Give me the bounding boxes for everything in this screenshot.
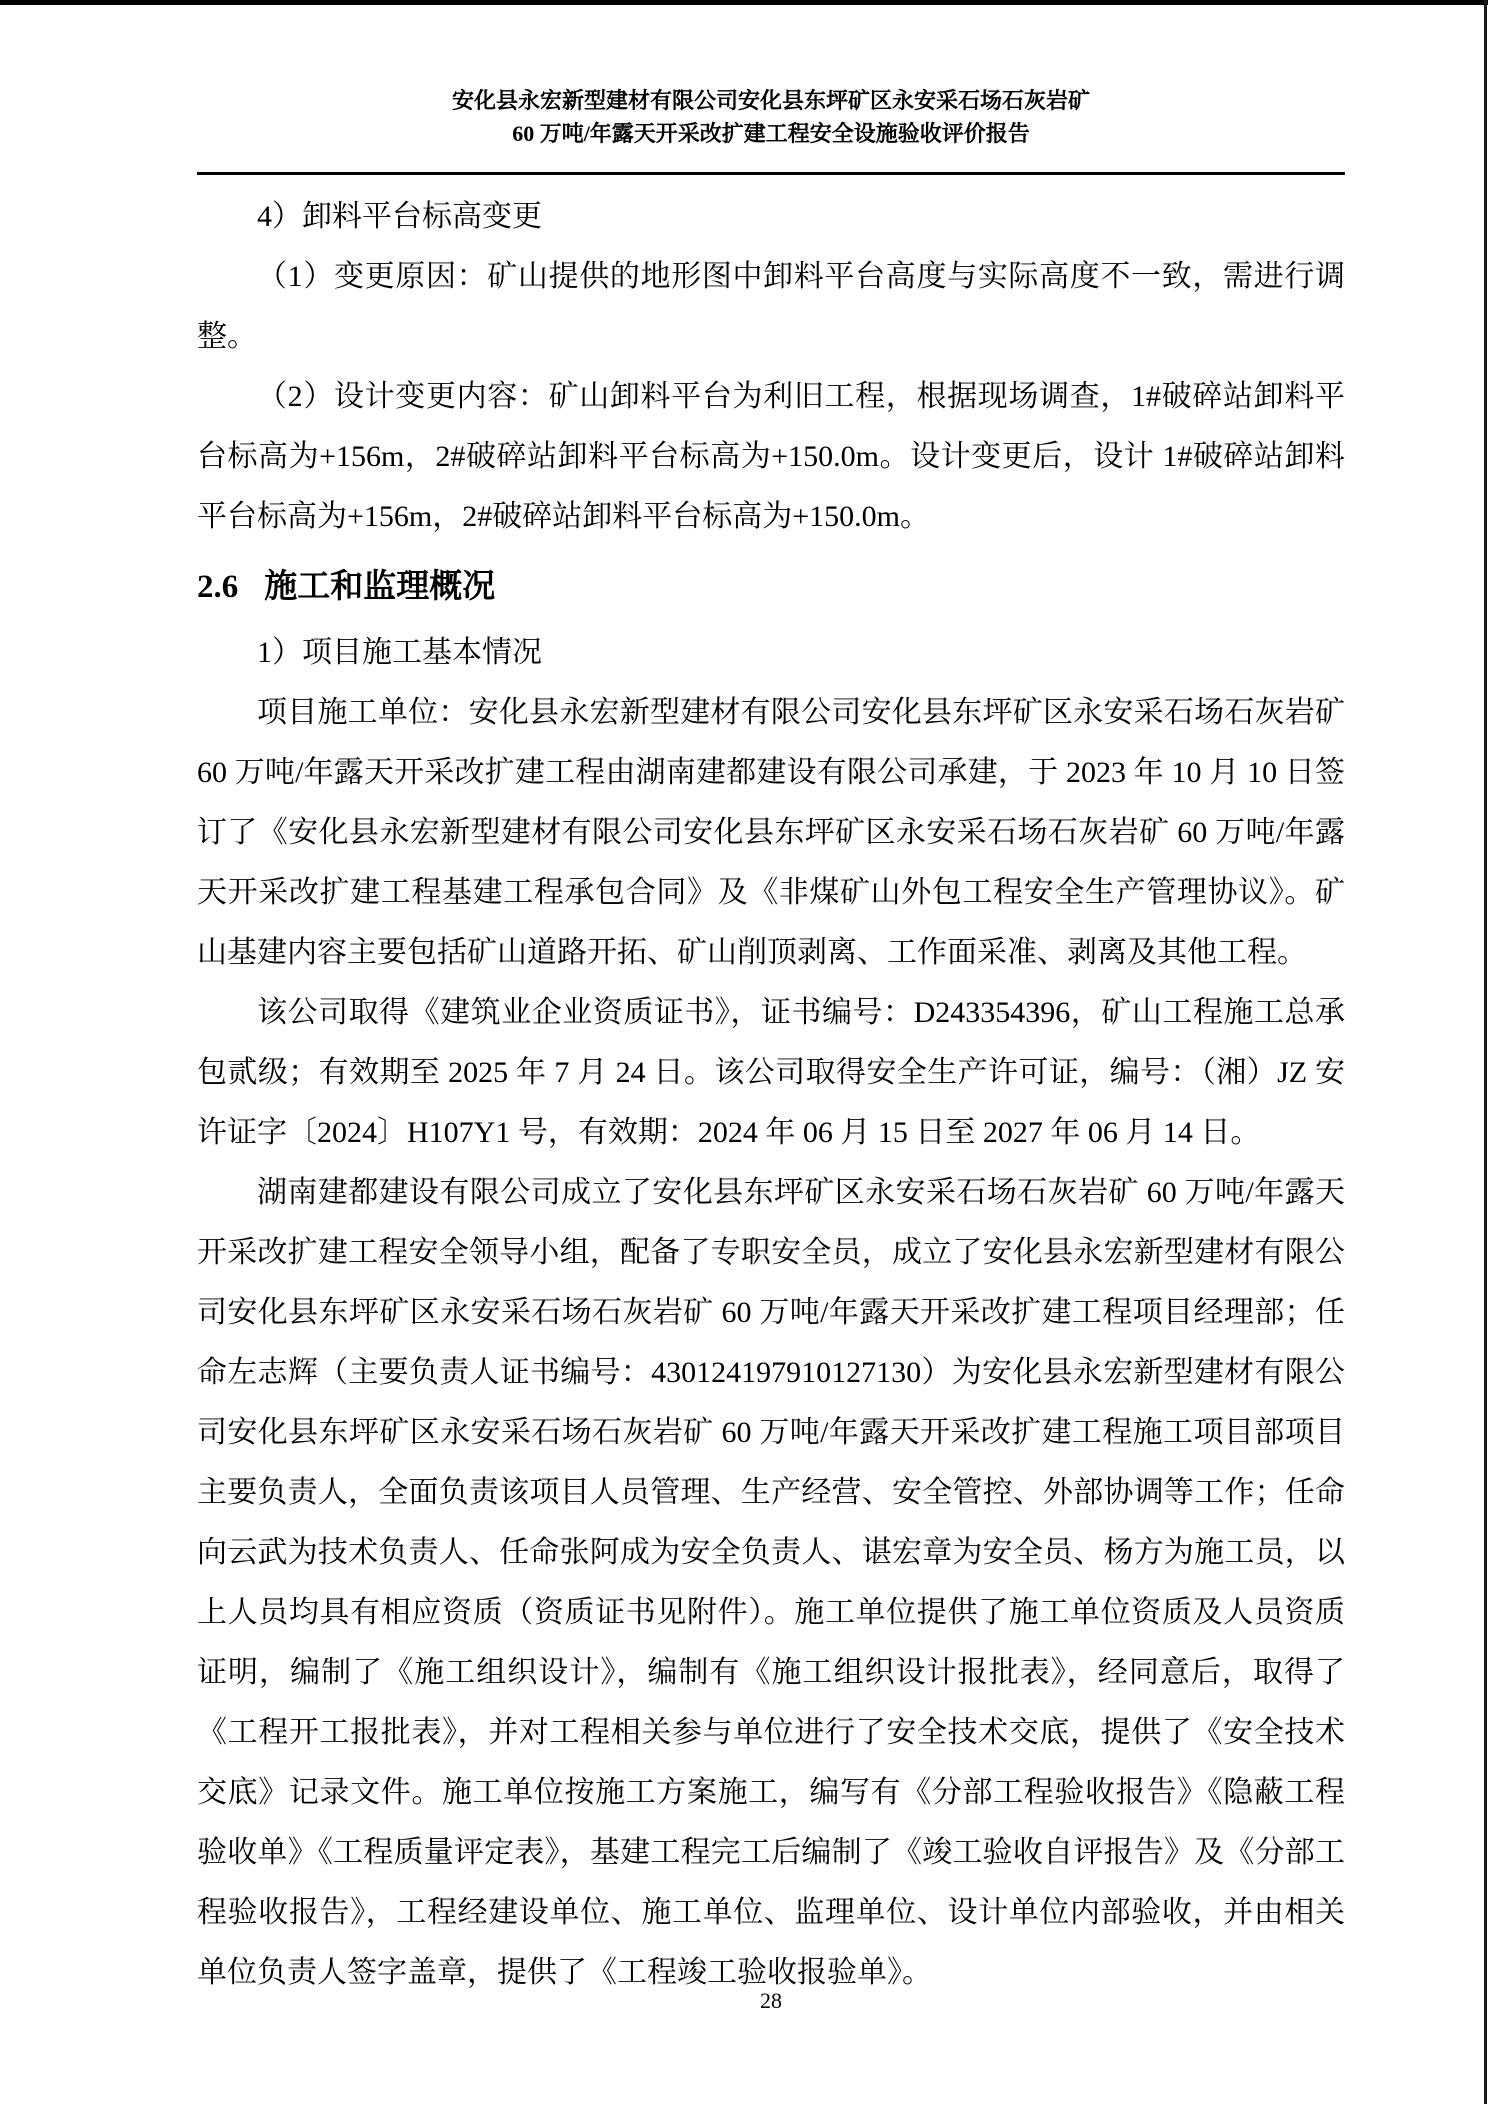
paragraph-qualification: 该公司取得《建筑业企业资质证书》，证书编号：D243354396，矿山工程施工总承包贰级；有效期至 2025 年 7 月 24 日。该公司取得安全生产许可证，编号：（湘）JZ 安许证字〔2024〕H107Y1 号，有效期：2024 年 06 月 15 日至 2027 年 06 月 14 日。 (197, 996, 1345, 1149)
page-header (197, 84, 1345, 175)
item-heading: 4）卸料平台标高变更 (257, 200, 542, 233)
document-body (197, 187, 1345, 2003)
paragraph-construction: 项目施工单位：安化县永宏新型建材有限公司安化县东坪矿区永安采石场石灰岩矿 60 万吨/年露天开采改扩建工程由湖南建都建设有限公司承建，于 2023 年 10 月 10 日签订了《安化县永宏新型建材有限公司安化县东坪矿区永安采石场石灰岩矿 60 万吨/年露天开采改扩建工程基建工程承包合同》及《非煤矿山外包工程安全生产管理协议》。矿山基建内容主要包括矿山道路开拓、矿山削顶剥离、工作面采准、剥离及其他工程。 (197, 696, 1345, 969)
sub-heading: 1）项目施工基本情况 (257, 636, 542, 669)
scan-right-edge-line (1484, 0, 1487, 2104)
header-line-2: 60 万吨/年露天开采改扩建工程安全设施验收评价报告 (512, 121, 1030, 146)
page-footer (197, 1988, 1345, 2014)
section-heading (197, 557, 1345, 617)
paragraph-change-content: （2）设计变更内容：矿山卸料平台为利旧工程，根据现场调查，1#破碎站卸料平台标高为+156m，2#破碎站卸料平台标高为+150.0m。设计变更后，设计 1#破碎站卸料平台标高为+156m，2#破碎站卸料平台标高为+150.0m。 (197, 380, 1345, 533)
paragraph-organization: 湖南建都建设有限公司成立了安化县东坪矿区永安采石场石灰岩矿 60 万吨/年露天开采改扩建工程安全领导小组，配备了专职安全员，成立了安化县永宏新型建材有限公司安化县东坪矿区永安采石场石灰岩矿 60 万吨/年露天开采改扩建工程项目经理部；任命左志辉（主要负责人证书编号：430124197910127130）为安化县永宏新型建材有限公司安化县东坪矿区永安采石场石灰岩矿 60 万吨/年露天开采改扩建工程施工项目部项目主要负责人，全面负责该项目人员管理、生产经营、安全管控、外部协调等工作；任命向云武为技术负责人、任命张阿成为安全负责人、谌宏章为安全员、杨方为施工员，以上人员均具有相应资质（资质证书见附件）。施工单位提供了施工单位资质及人员资质证明，编制了《施工组织设计》，编制有《施工组织设计报批表》，经同意后，取得了《工程开工报批表》，并对工程相关参与单位进行了安全技术交底，提供了《安全技术交底》记录文件。施工单位按施工方案施工，编写有《分部工程验收报告》《隐蔽工程验收单》《工程质量评定表》，基建工程完工后编制了《竣工验收自评报告》及《分部工程验收报告》，工程经建设单位、施工单位、监理单位、设计单位内部验收，并由相关单位负责人签字盖章，提供了《工程竣工验收报验单》。 (197, 1176, 1345, 1989)
paragraph-change-reason: （1）变更原因：矿山提供的地形图中卸料平台高度与实际高度不一致，需进行调整。 (197, 260, 1345, 353)
section-number: 2.6 (197, 569, 239, 605)
page-number: 28 (760, 1988, 782, 2013)
section-title: 施工和监理概况 (264, 569, 496, 605)
scan-top-bar (0, 0, 1488, 5)
page-content (197, 84, 1345, 2003)
header-line-1: 安化县永宏新型建材有限公司安化县东坪矿区永安采石场石灰岩矿 (451, 88, 1090, 113)
